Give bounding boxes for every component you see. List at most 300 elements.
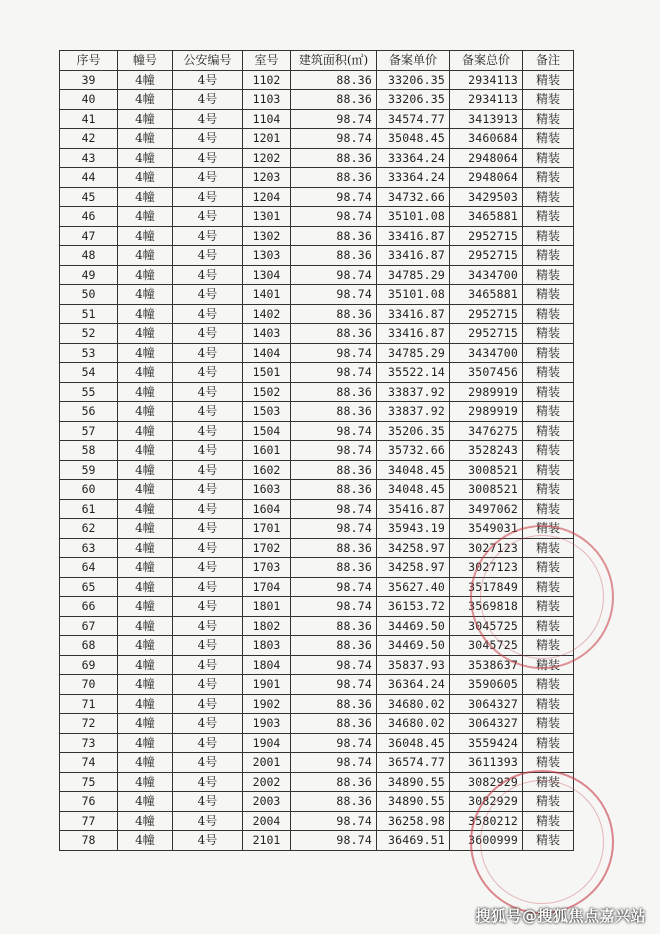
- cell-unit-price: 33837.92: [377, 382, 450, 402]
- cell-police-number: 4号: [173, 694, 243, 714]
- cell-unit-price: 33206.35: [377, 70, 450, 90]
- cell-seq: 67: [60, 616, 118, 636]
- cell-unit-price: 34785.29: [377, 343, 450, 363]
- cell-seq: 71: [60, 694, 118, 714]
- cell-room: 1901: [243, 675, 291, 695]
- cell-room: 2001: [243, 753, 291, 773]
- table-row: [60, 109, 574, 129]
- cell-police-number: 4号: [173, 772, 243, 792]
- cell-remark: 精装: [523, 772, 574, 792]
- table-row: [60, 811, 574, 831]
- cell-remark: 精装: [523, 363, 574, 383]
- cell-total-price: 3045725: [450, 616, 523, 636]
- header-police-number: 公安编号: [173, 51, 243, 71]
- cell-seq: 66: [60, 597, 118, 617]
- cell-unit-price: 33837.92: [377, 402, 450, 422]
- cell-remark: 精装: [523, 187, 574, 207]
- cell-unit-price: 34258.97: [377, 538, 450, 558]
- cell-remark: 精装: [523, 343, 574, 363]
- cell-remark: 精装: [523, 421, 574, 441]
- cell-police-number: 4号: [173, 499, 243, 519]
- cell-room: 1104: [243, 109, 291, 129]
- cell-unit-price: 34574.77: [377, 109, 450, 129]
- cell-seq: 70: [60, 675, 118, 695]
- cell-area: 98.74: [291, 441, 377, 461]
- cell-room: 1701: [243, 519, 291, 539]
- cell-police-number: 4号: [173, 402, 243, 422]
- cell-room: 1402: [243, 304, 291, 324]
- table-row: [60, 714, 574, 734]
- cell-seq: 72: [60, 714, 118, 734]
- header-area: 建筑面积(㎡): [291, 51, 377, 71]
- table-row: [60, 577, 574, 597]
- table-body: [60, 70, 574, 850]
- cell-remark: 精装: [523, 733, 574, 753]
- cell-unit-price: 35732.66: [377, 441, 450, 461]
- cell-total-price: 3476275: [450, 421, 523, 441]
- cell-unit-price: 35837.93: [377, 655, 450, 675]
- cell-building: 4幢: [118, 538, 173, 558]
- cell-area: 88.36: [291, 480, 377, 500]
- cell-total-price: 2952715: [450, 324, 523, 344]
- cell-seq: 46: [60, 207, 118, 227]
- cell-police-number: 4号: [173, 480, 243, 500]
- cell-room: 1102: [243, 70, 291, 90]
- header-room: 室号: [243, 51, 291, 71]
- cell-building: 4幢: [118, 636, 173, 656]
- cell-police-number: 4号: [173, 304, 243, 324]
- table-header-row: [60, 51, 574, 71]
- cell-total-price: 3045725: [450, 636, 523, 656]
- table-row: [60, 753, 574, 773]
- cell-room: 1503: [243, 402, 291, 422]
- table-row: [60, 792, 574, 812]
- cell-building: 4幢: [118, 90, 173, 110]
- cell-area: 98.74: [291, 499, 377, 519]
- cell-seq: 61: [60, 499, 118, 519]
- header-remark: 备注: [523, 51, 574, 71]
- cell-building: 4幢: [118, 792, 173, 812]
- cell-total-price: 3460684: [450, 129, 523, 149]
- cell-total-price: 3465881: [450, 207, 523, 227]
- cell-remark: 精装: [523, 226, 574, 246]
- table-row: [60, 558, 574, 578]
- cell-unit-price: 36364.24: [377, 675, 450, 695]
- table-row: [60, 207, 574, 227]
- cell-seq: 74: [60, 753, 118, 773]
- cell-seq: 68: [60, 636, 118, 656]
- cell-police-number: 4号: [173, 519, 243, 539]
- cell-seq: 73: [60, 733, 118, 753]
- cell-total-price: 3027123: [450, 538, 523, 558]
- cell-building: 4幢: [118, 148, 173, 168]
- table-row: [60, 90, 574, 110]
- cell-police-number: 4号: [173, 675, 243, 695]
- cell-seq: 39: [60, 70, 118, 90]
- cell-area: 98.74: [291, 109, 377, 129]
- cell-remark: 精装: [523, 714, 574, 734]
- cell-unit-price: 34469.50: [377, 616, 450, 636]
- cell-police-number: 4号: [173, 285, 243, 305]
- table-row: [60, 168, 574, 188]
- cell-remark: 精装: [523, 265, 574, 285]
- cell-area: 88.36: [291, 226, 377, 246]
- cell-remark: 精装: [523, 694, 574, 714]
- cell-seq: 41: [60, 109, 118, 129]
- cell-seq: 52: [60, 324, 118, 344]
- cell-remark: 精装: [523, 402, 574, 422]
- cell-police-number: 4号: [173, 129, 243, 149]
- cell-room: 1204: [243, 187, 291, 207]
- cell-unit-price: 33364.24: [377, 148, 450, 168]
- cell-seq: 58: [60, 441, 118, 461]
- cell-unit-price: 35416.87: [377, 499, 450, 519]
- cell-room: 1301: [243, 207, 291, 227]
- cell-area: 88.36: [291, 714, 377, 734]
- cell-seq: 50: [60, 285, 118, 305]
- cell-total-price: 3528243: [450, 441, 523, 461]
- cell-unit-price: 33416.87: [377, 304, 450, 324]
- cell-remark: 精装: [523, 90, 574, 110]
- cell-remark: 精装: [523, 168, 574, 188]
- cell-seq: 43: [60, 148, 118, 168]
- cell-area: 98.74: [291, 577, 377, 597]
- table-row: [60, 382, 574, 402]
- cell-remark: 精装: [523, 148, 574, 168]
- cell-room: 1302: [243, 226, 291, 246]
- cell-building: 4幢: [118, 168, 173, 188]
- table-row: [60, 363, 574, 383]
- cell-room: 1604: [243, 499, 291, 519]
- cell-building: 4幢: [118, 675, 173, 695]
- cell-remark: 精装: [523, 753, 574, 773]
- cell-seq: 56: [60, 402, 118, 422]
- cell-area: 88.36: [291, 246, 377, 266]
- cell-remark: 精装: [523, 499, 574, 519]
- cell-remark: 精装: [523, 304, 574, 324]
- cell-area: 88.36: [291, 792, 377, 812]
- cell-building: 4幢: [118, 577, 173, 597]
- cell-area: 88.36: [291, 460, 377, 480]
- cell-unit-price: 34890.55: [377, 792, 450, 812]
- cell-area: 88.36: [291, 636, 377, 656]
- cell-seq: 40: [60, 90, 118, 110]
- cell-remark: 精装: [523, 636, 574, 656]
- cell-room: 2003: [243, 792, 291, 812]
- cell-seq: 55: [60, 382, 118, 402]
- cell-room: 1403: [243, 324, 291, 344]
- cell-remark: 精装: [523, 382, 574, 402]
- cell-seq: 77: [60, 811, 118, 831]
- cell-remark: 精装: [523, 792, 574, 812]
- table-row: [60, 402, 574, 422]
- cell-building: 4幢: [118, 519, 173, 539]
- cell-seq: 59: [60, 460, 118, 480]
- cell-room: 2101: [243, 831, 291, 851]
- cell-unit-price: 36574.77: [377, 753, 450, 773]
- cell-police-number: 4号: [173, 460, 243, 480]
- table-row: [60, 733, 574, 753]
- table-row: [60, 246, 574, 266]
- cell-seq: 47: [60, 226, 118, 246]
- cell-police-number: 4号: [173, 714, 243, 734]
- header-total-price: 备案总价: [450, 51, 523, 71]
- cell-police-number: 4号: [173, 558, 243, 578]
- cell-room: 2002: [243, 772, 291, 792]
- cell-unit-price: 34680.02: [377, 714, 450, 734]
- cell-building: 4幢: [118, 382, 173, 402]
- cell-room: 1803: [243, 636, 291, 656]
- cell-police-number: 4号: [173, 148, 243, 168]
- cell-area: 98.74: [291, 753, 377, 773]
- cell-unit-price: 34785.29: [377, 265, 450, 285]
- cell-police-number: 4号: [173, 792, 243, 812]
- cell-police-number: 4号: [173, 655, 243, 675]
- cell-total-price: 2989919: [450, 402, 523, 422]
- cell-total-price: 2952715: [450, 226, 523, 246]
- cell-room: 1201: [243, 129, 291, 149]
- cell-area: 98.74: [291, 519, 377, 539]
- cell-unit-price: 34680.02: [377, 694, 450, 714]
- cell-building: 4幢: [118, 460, 173, 480]
- cell-remark: 精装: [523, 207, 574, 227]
- cell-building: 4幢: [118, 597, 173, 617]
- cell-room: 1103: [243, 90, 291, 110]
- cell-police-number: 4号: [173, 597, 243, 617]
- cell-area: 88.36: [291, 382, 377, 402]
- cell-remark: 精装: [523, 519, 574, 539]
- cell-total-price: 3434700: [450, 343, 523, 363]
- cell-building: 4幢: [118, 265, 173, 285]
- cell-room: 1702: [243, 538, 291, 558]
- cell-total-price: 3590605: [450, 675, 523, 695]
- cell-room: 1504: [243, 421, 291, 441]
- cell-building: 4幢: [118, 616, 173, 636]
- cell-remark: 精装: [523, 655, 574, 675]
- table-row: [60, 616, 574, 636]
- cell-room: 1303: [243, 246, 291, 266]
- cell-remark: 精装: [523, 324, 574, 344]
- cell-building: 4幢: [118, 226, 173, 246]
- cell-room: 1401: [243, 285, 291, 305]
- cell-area: 88.36: [291, 304, 377, 324]
- cell-unit-price: 34048.45: [377, 480, 450, 500]
- cell-building: 4幢: [118, 109, 173, 129]
- cell-area: 88.36: [291, 324, 377, 344]
- cell-area: 98.74: [291, 811, 377, 831]
- cell-unit-price: 36153.72: [377, 597, 450, 617]
- cell-total-price: 2934113: [450, 70, 523, 90]
- cell-seq: 60: [60, 480, 118, 500]
- cell-seq: 48: [60, 246, 118, 266]
- cell-building: 4幢: [118, 343, 173, 363]
- cell-police-number: 4号: [173, 421, 243, 441]
- cell-building: 4幢: [118, 363, 173, 383]
- cell-police-number: 4号: [173, 168, 243, 188]
- cell-building: 4幢: [118, 831, 173, 851]
- table-row: [60, 285, 574, 305]
- cell-building: 4幢: [118, 811, 173, 831]
- cell-remark: 精装: [523, 577, 574, 597]
- table-row: [60, 148, 574, 168]
- cell-total-price: 3580212: [450, 811, 523, 831]
- cell-police-number: 4号: [173, 577, 243, 597]
- cell-room: 1904: [243, 733, 291, 753]
- cell-area: 98.74: [291, 285, 377, 305]
- cell-police-number: 4号: [173, 753, 243, 773]
- cell-police-number: 4号: [173, 109, 243, 129]
- table-row: [60, 226, 574, 246]
- cell-room: 1902: [243, 694, 291, 714]
- cell-unit-price: 33416.87: [377, 226, 450, 246]
- table-row: [60, 655, 574, 675]
- table-row: [60, 129, 574, 149]
- cell-total-price: 3008521: [450, 480, 523, 500]
- cell-total-price: 3064327: [450, 694, 523, 714]
- cell-area: 88.36: [291, 90, 377, 110]
- cell-area: 98.74: [291, 343, 377, 363]
- cell-total-price: 3434700: [450, 265, 523, 285]
- cell-building: 4幢: [118, 187, 173, 207]
- header-building: 幢号: [118, 51, 173, 71]
- cell-area: 98.74: [291, 421, 377, 441]
- cell-police-number: 4号: [173, 226, 243, 246]
- cell-seq: 76: [60, 792, 118, 812]
- cell-police-number: 4号: [173, 636, 243, 656]
- table-row: [60, 636, 574, 656]
- cell-police-number: 4号: [173, 324, 243, 344]
- cell-police-number: 4号: [173, 246, 243, 266]
- cell-seq: 49: [60, 265, 118, 285]
- cell-area: 88.36: [291, 616, 377, 636]
- cell-unit-price: 33364.24: [377, 168, 450, 188]
- header-unit-price: 备案单价: [377, 51, 450, 71]
- cell-remark: 精装: [523, 538, 574, 558]
- cell-building: 4幢: [118, 70, 173, 90]
- cell-building: 4幢: [118, 421, 173, 441]
- cell-remark: 精装: [523, 597, 574, 617]
- cell-building: 4幢: [118, 499, 173, 519]
- cell-total-price: 2934113: [450, 90, 523, 110]
- watermark-text: 搜狐号@搜狐焦点嘉兴站: [475, 907, 646, 925]
- cell-police-number: 4号: [173, 187, 243, 207]
- table-row: [60, 304, 574, 324]
- cell-unit-price: 34469.50: [377, 636, 450, 656]
- cell-room: 1703: [243, 558, 291, 578]
- cell-unit-price: 35522.14: [377, 363, 450, 383]
- cell-room: 1804: [243, 655, 291, 675]
- table-row: [60, 597, 574, 617]
- table-row: [60, 675, 574, 695]
- table-row: [60, 480, 574, 500]
- cell-building: 4幢: [118, 694, 173, 714]
- cell-area: 98.74: [291, 129, 377, 149]
- cell-building: 4幢: [118, 714, 173, 734]
- cell-unit-price: 36469.51: [377, 831, 450, 851]
- header-seq: 序号: [60, 51, 118, 71]
- cell-remark: 精装: [523, 246, 574, 266]
- cell-seq: 53: [60, 343, 118, 363]
- table-row: [60, 265, 574, 285]
- cell-area: 88.36: [291, 694, 377, 714]
- cell-building: 4幢: [118, 207, 173, 227]
- cell-seq: 69: [60, 655, 118, 675]
- cell-room: 2004: [243, 811, 291, 831]
- cell-unit-price: 34048.45: [377, 460, 450, 480]
- cell-remark: 精装: [523, 480, 574, 500]
- cell-area: 98.74: [291, 597, 377, 617]
- cell-area: 88.36: [291, 558, 377, 578]
- cell-seq: 64: [60, 558, 118, 578]
- cell-unit-price: 36258.98: [377, 811, 450, 831]
- cell-total-price: 3082929: [450, 792, 523, 812]
- cell-seq: 78: [60, 831, 118, 851]
- cell-unit-price: 35627.40: [377, 577, 450, 597]
- cell-room: 1601: [243, 441, 291, 461]
- cell-area: 98.74: [291, 187, 377, 207]
- price-list-table: [59, 50, 574, 851]
- cell-area: 88.36: [291, 70, 377, 90]
- cell-seq: 51: [60, 304, 118, 324]
- cell-unit-price: 35048.45: [377, 129, 450, 149]
- cell-police-number: 4号: [173, 343, 243, 363]
- cell-total-price: 3507456: [450, 363, 523, 383]
- cell-building: 4幢: [118, 304, 173, 324]
- cell-total-price: 3611393: [450, 753, 523, 773]
- cell-room: 1404: [243, 343, 291, 363]
- table-row: [60, 694, 574, 714]
- cell-police-number: 4号: [173, 90, 243, 110]
- cell-area: 98.74: [291, 207, 377, 227]
- cell-police-number: 4号: [173, 733, 243, 753]
- table-row: [60, 70, 574, 90]
- cell-room: 1602: [243, 460, 291, 480]
- cell-unit-price: 33416.87: [377, 246, 450, 266]
- cell-remark: 精装: [523, 109, 574, 129]
- cell-remark: 精装: [523, 70, 574, 90]
- cell-building: 4幢: [118, 733, 173, 753]
- cell-seq: 75: [60, 772, 118, 792]
- cell-room: 1203: [243, 168, 291, 188]
- cell-total-price: 3027123: [450, 558, 523, 578]
- cell-area: 88.36: [291, 538, 377, 558]
- cell-total-price: 3413913: [450, 109, 523, 129]
- cell-total-price: 3465881: [450, 285, 523, 305]
- cell-seq: 45: [60, 187, 118, 207]
- cell-police-number: 4号: [173, 265, 243, 285]
- cell-unit-price: 35943.19: [377, 519, 450, 539]
- cell-building: 4幢: [118, 772, 173, 792]
- table-row: [60, 460, 574, 480]
- cell-unit-price: 33416.87: [377, 324, 450, 344]
- cell-building: 4幢: [118, 246, 173, 266]
- cell-police-number: 4号: [173, 441, 243, 461]
- cell-total-price: 3429503: [450, 187, 523, 207]
- cell-police-number: 4号: [173, 382, 243, 402]
- cell-police-number: 4号: [173, 538, 243, 558]
- table-row: [60, 831, 574, 851]
- cell-total-price: 2948064: [450, 148, 523, 168]
- cell-building: 4幢: [118, 402, 173, 422]
- cell-police-number: 4号: [173, 831, 243, 851]
- cell-area: 88.36: [291, 772, 377, 792]
- cell-room: 1202: [243, 148, 291, 168]
- cell-building: 4幢: [118, 129, 173, 149]
- cell-area: 88.36: [291, 148, 377, 168]
- cell-room: 1704: [243, 577, 291, 597]
- cell-unit-price: 34890.55: [377, 772, 450, 792]
- cell-total-price: 2952715: [450, 304, 523, 324]
